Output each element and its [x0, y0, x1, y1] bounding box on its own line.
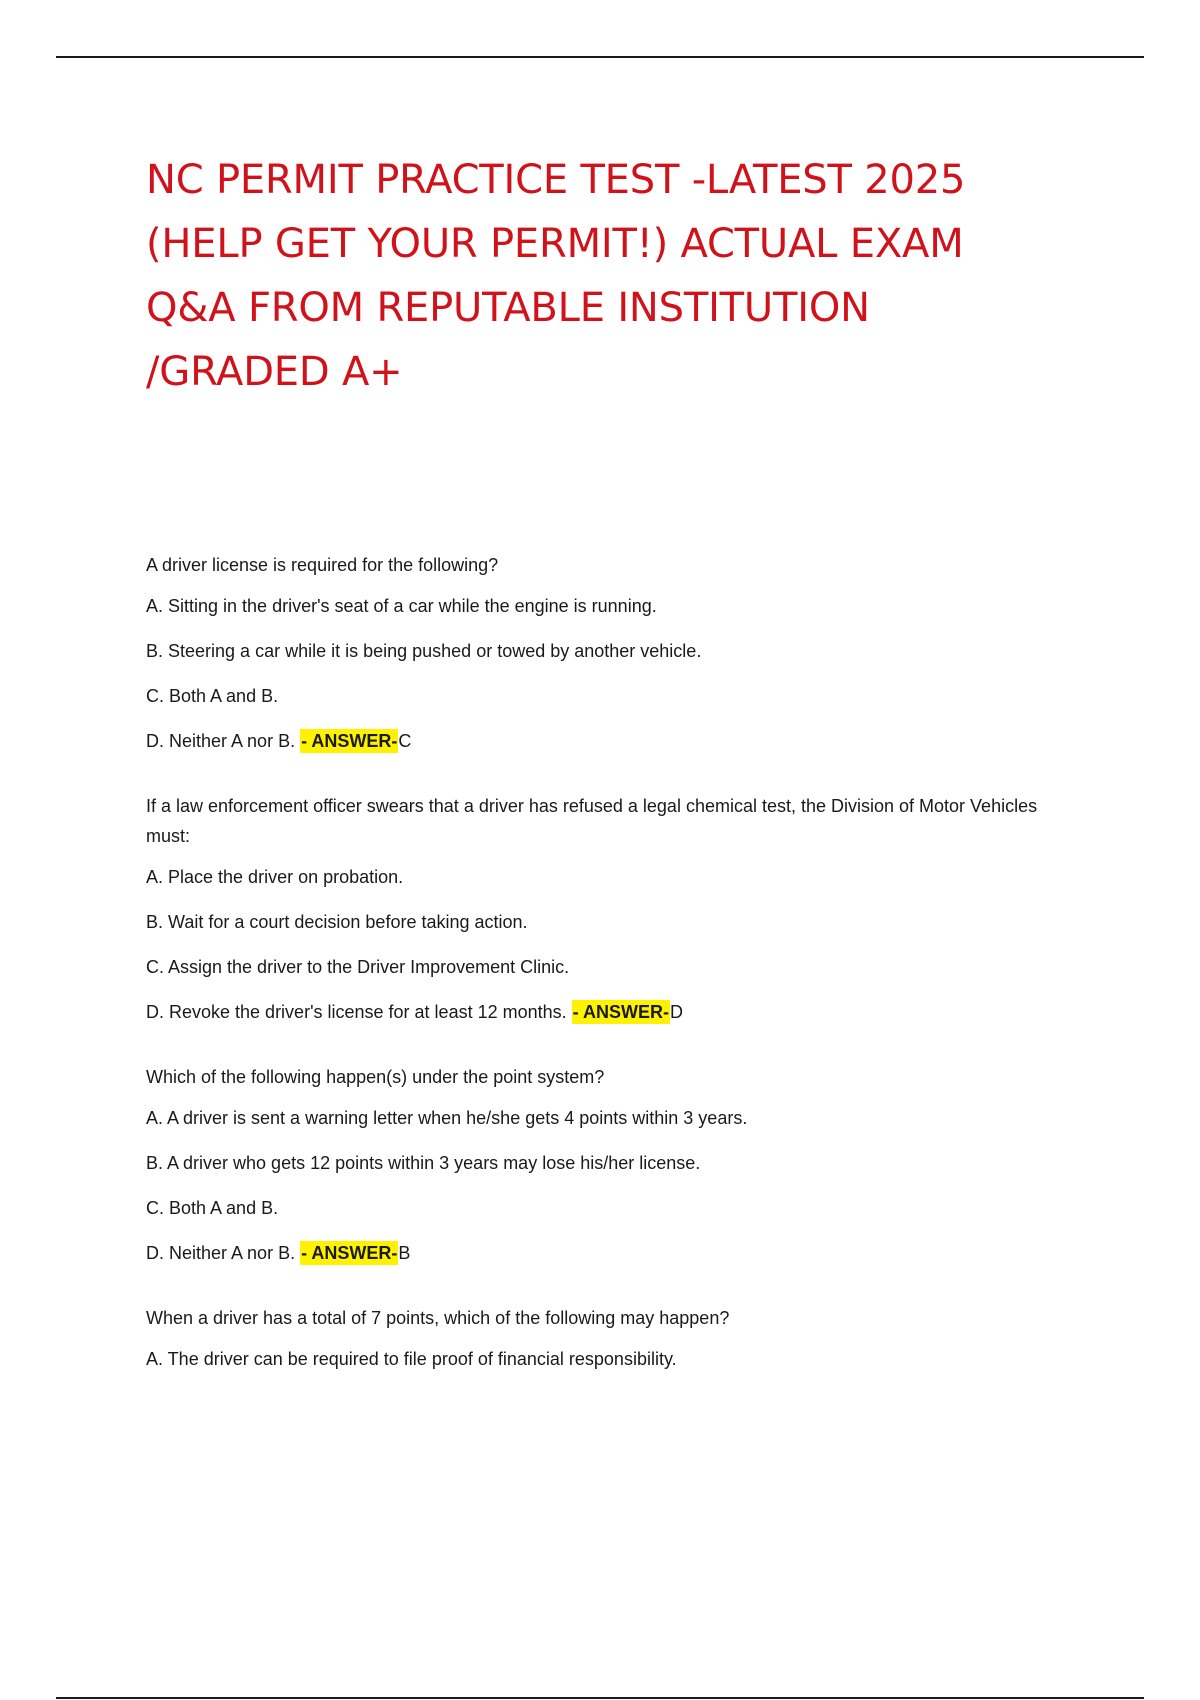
answer-option: C. Both A and B. [146, 686, 279, 706]
title-line: (HELP GET YOUR PERMIT!) ACTUAL EXAM [146, 221, 964, 267]
answer-option: B. Steering a car while it is being pushed or towed by another vehicle. [146, 641, 702, 661]
question-item [146, 1303, 1046, 1371]
question-text: When a driver has a total of 7 points, which of the following may happen? [146, 1308, 730, 1328]
answer-option-last [146, 1000, 1046, 1024]
answer-option: A. Place the driver on probation. [146, 867, 404, 887]
question-text: Which of the following happen(s) under the point system? [146, 1067, 605, 1087]
question-item [146, 1062, 1046, 1265]
answer-option-text: D. Revoke the driver's license for at least 12 months. [146, 1002, 567, 1022]
question-text: A driver license is required for the following? [146, 555, 499, 575]
answer-option-last [146, 1241, 1046, 1265]
answer-label-highlight: - ANSWER- [301, 1243, 398, 1263]
correct-answer: B [398, 1243, 411, 1263]
title-line: /GRADED A+ [146, 349, 403, 395]
answer-option: C. Both A and B. [146, 1198, 279, 1218]
question-text: If a law enforcement officer swears that a driver has refused a legal chemical test, the Division of Motor Vehicles must: [146, 796, 1038, 846]
answer-label-highlight: - ANSWER- [572, 1002, 669, 1022]
answer-option-last [146, 729, 1046, 753]
answer-option: A. Sitting in the driver's seat of a car while the engine is running. [146, 596, 657, 616]
question-item [146, 791, 1046, 1024]
answer-option: C. Assign the driver to the Driver Improvement Clinic. [146, 957, 570, 977]
document-title [146, 148, 1046, 404]
answer-label-highlight: - ANSWER- [301, 731, 398, 751]
question-list [146, 550, 1046, 1409]
document-body [146, 148, 1046, 1369]
correct-answer: D [669, 1002, 683, 1022]
answer-option-text: D. Neither A nor B. [146, 1243, 296, 1263]
answer-option: B. Wait for a court decision before taking action. [146, 912, 528, 932]
answer-option: A. A driver is sent a warning letter when he/she gets 4 points within 3 years. [146, 1108, 748, 1128]
title-line: Q&A FROM REPUTABLE INSTITUTION [146, 285, 870, 331]
top-divider [56, 56, 1144, 58]
bottom-divider [56, 1697, 1144, 1699]
title-line: NC PERMIT PRACTICE TEST -LATEST 2025 [146, 157, 966, 203]
answer-option: A. The driver can be required to file proof of financial responsibility. [146, 1349, 677, 1369]
correct-answer: C [398, 731, 412, 751]
answer-option: B. A driver who gets 12 points within 3 years may lose his/her license. [146, 1153, 701, 1173]
answer-option-text: D. Neither A nor B. [146, 731, 296, 751]
question-item [146, 550, 1046, 753]
